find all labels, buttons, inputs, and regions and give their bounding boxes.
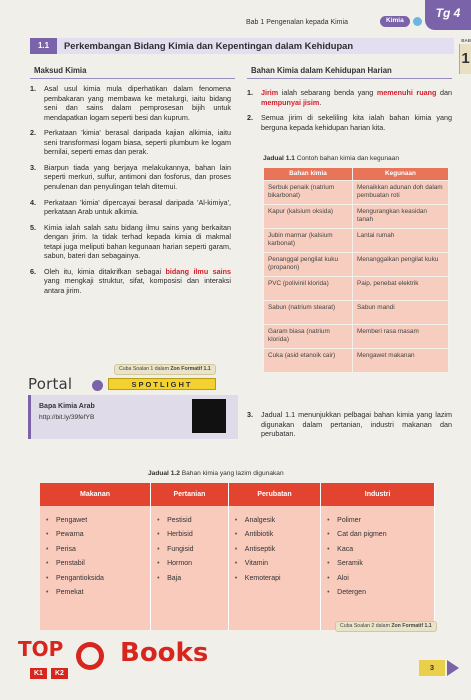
topbooks-watermark [18,636,228,684]
try-question-link-2[interactable]: Cuba Soalan 2 dalam Zon Formatif 1.1 [335,621,437,632]
list-item: 3. Biarpun tiada yang berjaya melakukannya, bahan lain seperti merkuri, sulfur, antimoni dan fosforus, dan proses penulenan dan penyulingan telah ditemui. [30,162,231,191]
list-item: 2. Semua jirim di sekeliling kita ialah bahan kimia yang berguna kepada kehidupan harian kita. [247,113,452,132]
chapter-title: Bab 1 Pengenalan kepada Kimia [246,19,348,26]
list-item: 6. Oleh itu, kimia ditakrifkan sebagai bidang ilmu sains yang mengkaji struktur, sifat, komposisi dan interaksi antara jirim. [30,266,231,295]
table-row: Cuka (asid etanoik cair) Mengawet makanan [264,349,449,373]
table-cell: • Polimer • Cat dan pigmen • Kaca • Seramik • Aloi • Detergen [321,506,435,630]
section-number: 1.1 [30,38,57,54]
table-row: Serbuk penaik (natrium bikarbonat) Menaikkan adunan doh dalam pembuatan roti [264,181,449,205]
table-row: Penanggal pengilat kuku (propanon) Menanggalkan pengilat kuku [264,253,449,277]
table-1-1 [263,167,449,373]
qr-code-icon[interactable] [192,399,226,433]
table-1-1-caption: Jadual 1.1 Contoh bahan kimia dan kegunaan [263,155,400,162]
table-header: Kegunaan [353,168,449,181]
portal-title: Bapa Kimia Arab [39,403,95,410]
list-item: 5. Kimia ialah salah satu bidang ilmu sains yang berkaitan dengan jirim. Ia tidak terhad kepada kimia di makmal tetapi juga meliputi bahan kegunaan harian seperti garam, sabun, bateri dan sebagainya. [30,222,231,261]
portal-word: Portal [28,375,73,393]
globe-icon [92,380,103,391]
section-heading [30,38,454,54]
table-1-2-caption: Jadual 1.2 Bahan kimia yang lazim digunakan [148,470,284,477]
table-row: Sabun (natrium stearat) Sabun mandi [264,301,449,325]
table-header: Makanan [40,483,151,506]
portal-spotlight [28,375,238,439]
watermark-badges: K1 K2 [30,668,98,682]
table-header: Industri [321,483,435,506]
subject-pill: Kimia [380,16,410,27]
table-cell: • Pestisid • Herbisid • Fungisid • Hormon • Baja [151,506,229,630]
table-header: Perubatan [228,483,320,506]
next-arrow-icon [447,660,459,676]
form-tab: Tg 4 [425,0,471,30]
table-row: Jubin marmar (kalsium karbonat) Lantai rumah [264,229,449,253]
left-subheading: Maksud Kimia [30,66,235,79]
table-row: Garam biasa (natrium klorida) Memberi rasa masam [264,325,449,349]
right-list-2 [247,410,452,445]
globe-icon [413,17,422,26]
list-item: 1. Asal usul kimia mula diperhatikan dalam fenomena pembakaran yang membawa ke metalurgi, iaitu bidang seni dan sains dalam pemprosesan bijih untuk mendapatkan logam seperti besi dan kuprum. [30,84,231,122]
table-cell: • Pengawet • Pewarna • Perisa • Penstabil • Pengantioksida • Pemekat [40,506,151,630]
right-subheading: Bahan Kimia dalam Kehidupan Harian [247,66,452,79]
table-header: Pertanian [151,483,229,506]
table-cell: • Analgesik • Antibiotik • Antiseptik • Vitamin • Kemoterapi [228,506,320,630]
portal-box [28,395,238,439]
page-number: 3 [419,660,463,676]
right-list [247,88,452,138]
table-row: Kapur (kalsium oksida) Mengurangkan keasidan tanah [264,205,449,229]
watermark-books: Books [120,638,209,668]
side-tab-label: BAB [461,38,471,43]
list-item: 3. Jadual 1.1 menunjukkan pelbagai bahan kimia yang lazim digunakan dalam pertanian, industri makanan dan perubatan. [247,410,452,438]
chapter-side-tab: 1 [459,44,471,74]
try-question-link-1[interactable]: Cuba Soalan 1 dalam Zon Formatif 1.1 [114,364,216,375]
watermark-top: TOP [18,637,64,661]
table-row [40,506,435,630]
list-item: 4. Perkataan 'kimia' dipercayai berasal daripada 'Al-kimiya', perkataan Arab untuk alkimia. [30,197,231,217]
spotlight-badge: SPOTLIGHT [108,378,216,390]
section-title: Perkembangan Bidang Kimia dan Kepentingan dalam Kehidupan [64,40,354,51]
table-1-2 [40,483,435,630]
portal-link[interactable]: http://bit.ly/39fefYB [39,414,95,421]
list-item: 2. Perkataan 'kimia' berasal daripada kajian alkimia, iaitu seni transformasi logam biasa, seperti plumbum ke logam bernilai, seperti emas dan perak. [30,128,231,157]
table-row: PVC (polivinil klorida) Paip, penebat elektrik [264,277,449,301]
table-header: Bahan kimia [264,168,353,181]
left-list [30,84,231,302]
list-item: 1. Jirim ialah sebarang benda yang memenuhi ruang dan mempunyai jisim. [247,88,452,107]
